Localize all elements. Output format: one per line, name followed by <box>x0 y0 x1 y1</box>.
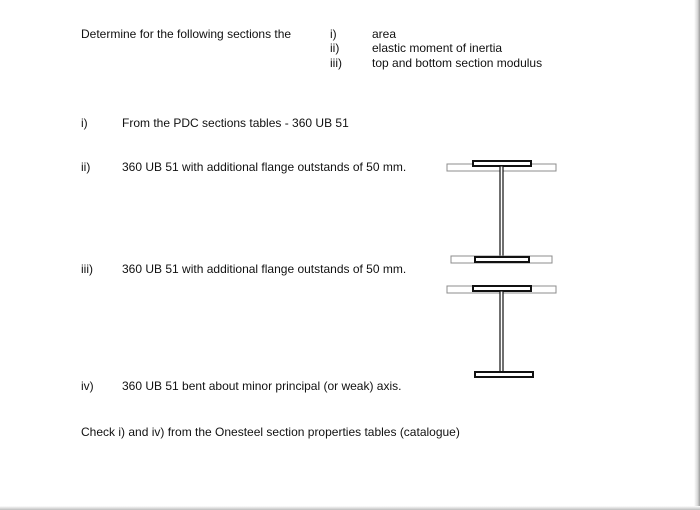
web-ii <box>500 166 503 257</box>
task-number-i: i) <box>330 27 337 41</box>
section-number-i: i) <box>81 116 88 130</box>
task-area: area <box>372 27 397 41</box>
task-moment-of-inertia: elastic moment of inertia <box>372 41 503 55</box>
task-number-iii: iii) <box>330 56 342 70</box>
section-text-ii: 360 UB 51 with additional flange outstands of 50 mm. <box>122 160 407 174</box>
section-number-ii: ii) <box>81 160 91 174</box>
section-number-iv: iv) <box>81 379 94 393</box>
web-iii <box>500 291 503 373</box>
section-text-iii: 360 UB 51 with additional flange outstands of 50 mm. <box>122 262 407 276</box>
intro-text: Determine for the following sections the <box>81 27 292 41</box>
bottom-flange-ii <box>475 257 529 262</box>
top-flange-ii <box>473 161 531 166</box>
i-beam-with-flange-outstands-ii <box>447 161 556 263</box>
bottom-flange-iii <box>475 372 533 377</box>
footer-note: Check i) and iv) from the Onesteel section properties tables (catalogue) <box>81 425 460 439</box>
section-text-iv: 360 UB 51 bent about minor principal (or weak) axis. <box>122 379 402 393</box>
section-text-i: From the PDC sections tables - 360 UB 51 <box>122 116 349 130</box>
task-section-modulus: top and bottom section modulus <box>372 56 543 70</box>
top-flange-iii <box>473 286 531 291</box>
i-beam-with-flange-outstands-iii <box>447 286 556 377</box>
task-number-ii: ii) <box>330 41 340 55</box>
section-number-iii: iii) <box>81 262 93 276</box>
